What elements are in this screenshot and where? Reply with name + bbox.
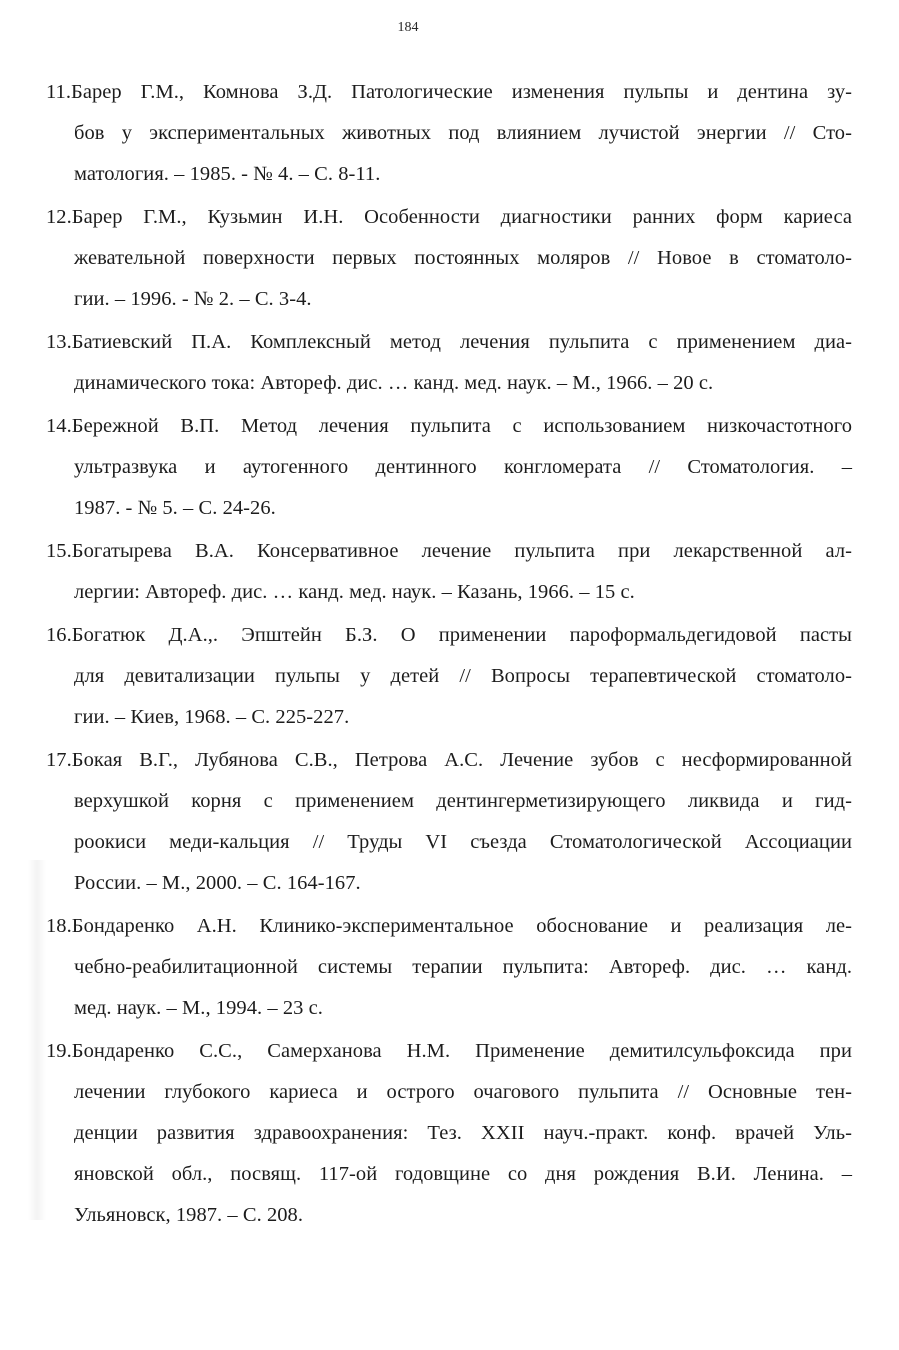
reference-continuation-line: лечении глубокого кариеса и острого очагового пульпита // Основные тен- <box>74 1081 852 1103</box>
reference-item <box>0 406 899 529</box>
reference-continuation-line: яновской обл., посвящ. 117-ой годовщине со дня рождения В.И. Ленина. – <box>74 1163 852 1185</box>
reference-continuation-line: лергии: Автореф. дис. … канд. мед. наук. – Казань, 1966. – 15 с. <box>74 581 635 603</box>
reference-continuation-line: мед. наук. – М., 1994. – 23 с. <box>74 997 323 1019</box>
reference-item <box>0 72 899 195</box>
reference-first-line <box>46 531 852 572</box>
reference-first-line <box>46 72 852 113</box>
reference-list <box>0 72 899 1238</box>
reference-text: Барер Г.М., Комнова З.Д. Патологические изменения пульпы и дентина зу- <box>71 81 852 103</box>
reference-continuation-line: чебно-реабилитационной системы терапии пульпита: Автореф. дис. … канд. <box>74 956 852 978</box>
reference-first-line <box>46 197 852 238</box>
reference-first-line <box>46 615 852 656</box>
reference-number: 19. <box>46 1040 72 1062</box>
reference-number: 16. <box>46 624 72 646</box>
reference-number: 17. <box>46 749 72 771</box>
reference-number: 11. <box>46 81 72 103</box>
reference-continuation-line: ультразвука и аутогенного дентинного конгломерата // Стоматология. – <box>74 456 852 478</box>
reference-first-line <box>46 1031 852 1072</box>
reference-continuation-line: верхушкой корня с применением дентингерметизирующего ликвида и гид- <box>74 790 852 812</box>
reference-number: 12. <box>46 206 72 228</box>
reference-item <box>0 740 899 904</box>
reference-first-line <box>46 322 852 363</box>
reference-number: 18. <box>46 915 72 937</box>
reference-number: 13. <box>46 331 72 353</box>
reference-text: Бокая В.Г., Лубянова С.В., Петрова А.С. Лечение зубов с несформированной <box>71 749 852 771</box>
reference-item <box>0 197 899 320</box>
reference-text: Бондаренко А.Н. Клинико-экспериментальное обоснование и реализация ле- <box>71 915 852 937</box>
reference-continuation-line: динамического тока: Автореф. дис. … канд. мед. наук. – М., 1966. – 20 с. <box>74 372 714 394</box>
reference-item <box>0 906 899 1029</box>
reference-text: Бондаренко С.С., Самерханова Н.М. Применение демитилсульфоксида при <box>71 1040 852 1062</box>
reference-text: Бережной В.П. Метод лечения пульпита с использованием низкочастотного <box>71 415 852 437</box>
page-number: 184 <box>397 20 419 35</box>
reference-text: Богатюк Д.А.,. Эпштейн Б.З. О применении пароформальдегидовой пасты <box>71 624 852 646</box>
reference-first-line <box>46 406 852 447</box>
reference-item <box>0 531 899 613</box>
reference-continuation-line: матология. – 1985. - № 4. – С. 8-11. <box>74 163 381 185</box>
reference-number: 15. <box>46 540 72 562</box>
reference-continuation-line: денции развития здравоохранения: Тез. XXII науч.-практ. конф. врачей Уль- <box>74 1122 852 1144</box>
reference-continuation-line: России. – М., 2000. – С. 164-167. <box>74 872 361 894</box>
reference-continuation-line: Ульяновск, 1987. – С. 208. <box>74 1204 304 1226</box>
reference-continuation-line: бов у экспериментальных животных под влиянием лучистой энергии // Сто- <box>74 122 852 144</box>
reference-item <box>0 1031 899 1236</box>
reference-continuation-line: жевательной поверхности первых постоянных моляров // Новое в стоматоло- <box>74 247 852 269</box>
reference-continuation-line: 1987. - № 5. – С. 24-26. <box>74 497 276 519</box>
reference-item <box>0 615 899 738</box>
reference-first-line <box>46 906 852 947</box>
reference-continuation-line: гии. – 1996. - № 2. – С. 3-4. <box>74 288 312 310</box>
reference-continuation-line: роокиси меди-кальция // Труды VI съезда Стоматологической Ассоциации <box>74 831 852 853</box>
reference-continuation-line: гии. – Киев, 1968. – С. 225-227. <box>74 706 350 728</box>
reference-number: 14. <box>46 415 72 437</box>
reference-text: Барер Г.М., Кузьмин И.Н. Особенности диагностики ранних форм кариеса <box>71 206 852 228</box>
reference-first-line <box>46 740 852 781</box>
reference-continuation-line: для девитализации пульпы у детей // Вопросы терапевтической стоматоло- <box>74 665 852 687</box>
reference-text: Батиевский П.А. Комплексный метод лечения пульпита с применением диа- <box>71 331 852 353</box>
reference-item <box>0 322 899 404</box>
reference-text: Богатырева В.А. Консервативное лечение пульпита при лекарственной ал- <box>71 540 852 562</box>
